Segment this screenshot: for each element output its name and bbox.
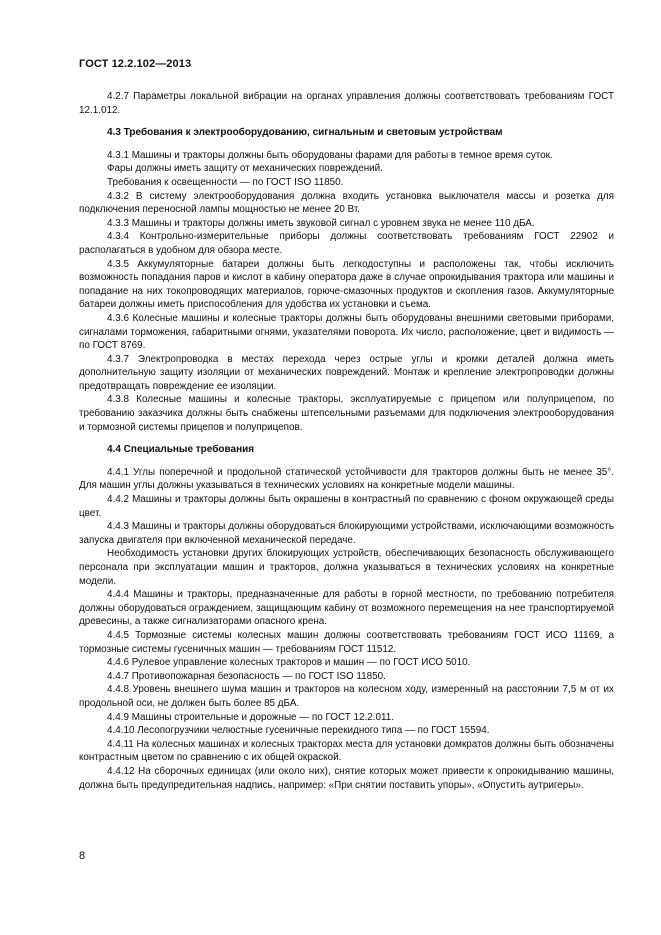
clause-4-3-1: 4.3.1 Машины и тракторы должны быть оборудованы фарами для работы в темное время суток. bbox=[107, 149, 553, 161]
clause-4-3-1-protection: Фары должны иметь защиту от механических повреждений. bbox=[107, 163, 383, 175]
clause-4-3-1-lighting: Требования к освещенности — по ГОСТ ISO 11850. bbox=[107, 176, 344, 188]
clause-4-3-2: 4.3.2 В систему электрооборудования должна входить установка выключателя массы и розетка для подключения переносной лампы мощностью не менее 20 Вт. bbox=[79, 190, 614, 216]
clause-4-2-7: 4.2.7 Параметры локальной вибрации на органах управления должны соответствовать требованиям ГОСТ 12.1.012. bbox=[79, 91, 614, 116]
clause-4-4-10: 4.4.10 Лесопогрузчики челюстные гусеничные перекидного типа — по ГОСТ 15594. bbox=[107, 725, 490, 737]
clause-4-3-5: 4.3.5 Аккумуляторные батареи должны быть легкодоступны и расположены так, чтобы исключить возможность попадания паров и кислот в кабину оператора даже в случае опрокидывания трактора или машины и попадание на них токопроводящих материалов, горюче-смазочных продуктов и скопления газов. Аккумуляторные батареи должны иметь приспособления для удобства их установки и съема. bbox=[79, 258, 614, 311]
clause-4-4-3: 4.4.3 Машины и тракторы должны оборудоваться блокирующими устройствами, исключающими возможность запуска двигателя при включенной механической передаче. bbox=[79, 521, 614, 546]
document-body bbox=[79, 90, 614, 792]
page-number: 8 bbox=[79, 850, 86, 862]
clause-4-4-6: 4.4.6 Рулевое управление колесных тракторов и машин — по ГОСТ ИСО 5010. bbox=[107, 657, 471, 669]
clause-4-3-6: 4.3.6 Колесные машины и колесные тракторы должны быть оборудованы внешними световыми приборами, сигналами торможения, габаритными огнями, указателями поворота. Их число, расположение, цвет и видимость — по ГОСТ 8769. bbox=[79, 312, 614, 352]
clause-4-4-4: 4.4.4 Машины и тракторы, предназначенные для работы в горной местности, по требованию потребителя должны оборудоваться ограждением, защищающим кабину от возможного перемещения на нее транспортируемой древесины, а также сигнализаторами опасного крена. bbox=[79, 589, 614, 628]
clause-4-4-9: 4.4.9 Машины строительные и дорожные — по ГОСТ 12.2.011. bbox=[107, 711, 394, 723]
clause-4-3-4: 4.3.4 Контрольно-измерительные приборы должны соответствовать требованиям ГОСТ 22902 и располагаться в удобном для обзора месте. bbox=[79, 231, 614, 256]
section-heading-4-3: 4.3 Требования к электрооборудованию, сигнальным и световым устройствам bbox=[107, 127, 503, 139]
clause-4-4-3-other-devices: Необходимость установки других блокирующих устройств, обеспечивающих безопасность обслуживающего персонала при эксплуатации машин и тракторов, должна указываться в технических условиях на конкретные модели. bbox=[79, 548, 614, 587]
clause-4-3-3: 4.3.3 Машины и тракторы должны иметь звуковой сигнал с уровнем звука не менее 110 дБА. bbox=[107, 217, 535, 229]
clause-4-4-8: 4.4.8 Уровень внешнего шума машин и тракторов на колесном ходу, измеренный на расстоянии 7,5 м от их продольной оси, не должен быть более 85 дБА. bbox=[79, 684, 614, 709]
clause-4-4-11: 4.4.11 На колесных машинах и колесных тракторах места для установки домкратов должны быть обозначены контрастным цветом по сравнению с их общей окраской. bbox=[79, 738, 614, 764]
clause-4-4-1: 4.4.1 Углы поперечной и продольной статической устойчивости для тракторов должны быть не менее 35°. Для машин углы должны указываться в технических условиях на конкретные модели машины. bbox=[79, 466, 614, 492]
clause-4-4-2: 4.4.2 Машины и тракторы должны быть окрашены в контрастный по сравнению с фоном окружающей среды цвет. bbox=[79, 494, 614, 519]
clause-4-3-8: 4.3.8 Колесные машины и колесные тракторы, эксплуатируемые с прицепом или полуприцепом, по требованию заказчика должны быть снабжены штепсельными разъемами для подключения электрооборудования и тормозной системы прицепов и полуприцепов. bbox=[79, 394, 614, 433]
clause-4-4-7: 4.4.7 Противопожарная безопасность — по ГОСТ ISO 11850. bbox=[107, 670, 386, 682]
clause-4-3-7: 4.3.7 Электропроводка в местах перехода через острые углы и кромки деталей должна иметь дополнительную защиту изоляции от механических повреждений. Монтаж и крепление электропроводки должны предотвращать повреждение ее изоляции. bbox=[79, 353, 614, 392]
clause-4-4-5: 4.4.5 Тормозные системы колесных машин должны соответствовать требованиям ГОСТ ИСО 11169, а тормозные системы гусеничных машин — требованиям ГОСТ 11512. bbox=[79, 629, 614, 655]
section-heading-4-4: 4.4 Специальные требования bbox=[107, 444, 255, 456]
clause-4-4-12: 4.4.12 На сборочных единицах (или около них), снятие которых может привести к опрокидыванию машины, должна быть предупредительная надпись, например: «При снятии поставить упоры», «Опустить аутригеры». bbox=[79, 765, 614, 791]
document-header: ГОСТ 12.2.102—2013 bbox=[79, 58, 192, 70]
